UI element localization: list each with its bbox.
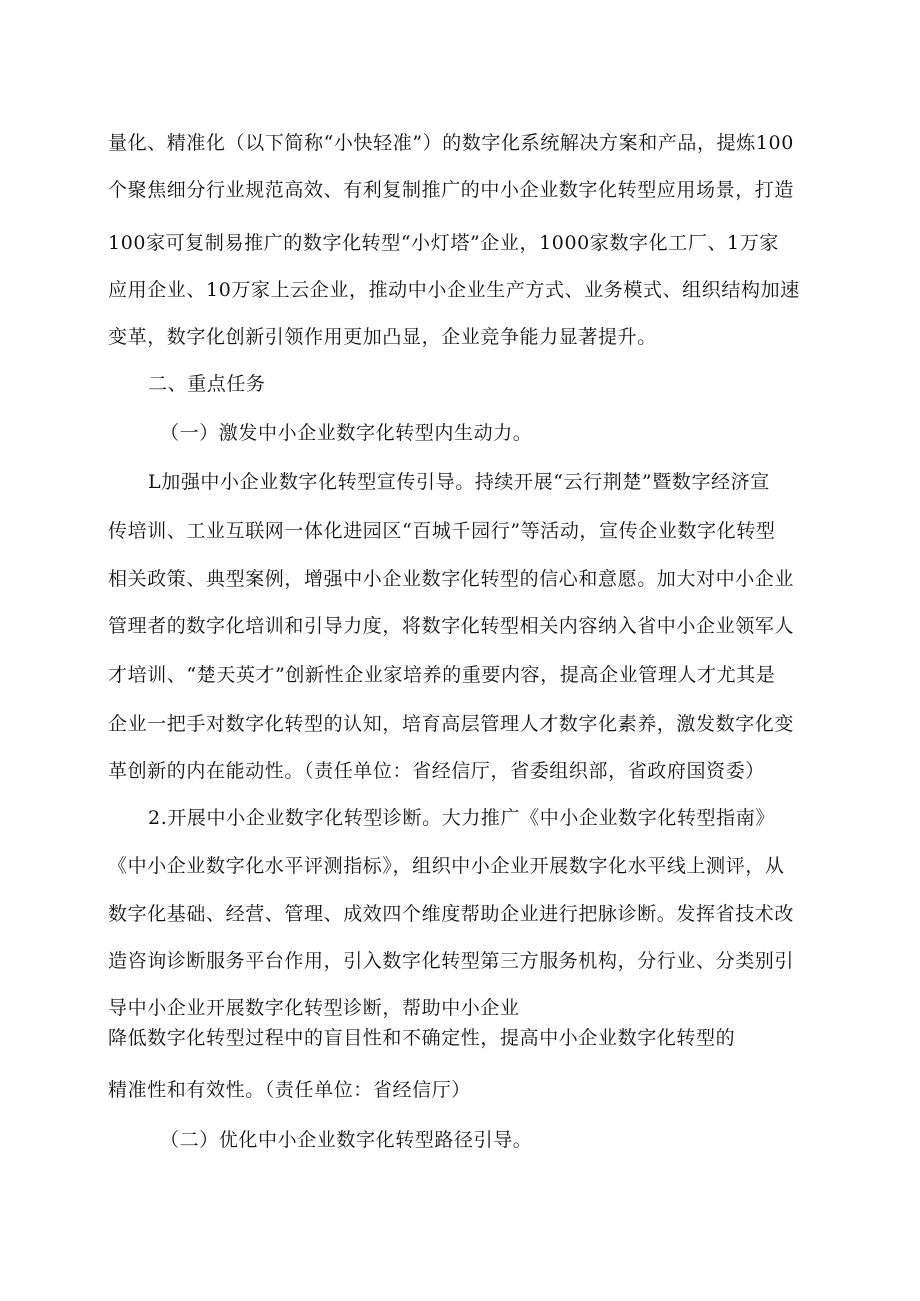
subsection-heading: （一）激发中小企业数字化转型内生动力。 (160, 422, 533, 444)
paragraph-line: 传培训、工业互联网一体化进园区“百城千园行”等活动，宣传企业数字化转型 (108, 520, 776, 542)
paragraph-line: 管理者的数字化培训和引导力度，将数字化转型相关内容纳入省中小企业领军人 (108, 615, 795, 637)
paragraph-line: 造咨询诊断服务平台作用，引入数字化转型第三方服务机构，分行业、分类别引 (108, 950, 795, 972)
paragraph-line: 数字化基础、经营、管理、成效四个维度帮助企业进行把脉诊断。发挥省技术改 (108, 903, 795, 925)
subsection-heading: （二）优化中小企业数字化转型路径引导。 (160, 1129, 533, 1151)
paragraph-line: 变革，数字化创新引领作用更加凸显，企业竞争能力显著提升。 (108, 326, 657, 348)
paragraph-line: 100家可复制易推广的数字化转型“小灯塔”企业，1000家数字化工厂、1万家 (108, 232, 779, 254)
paragraph-line: 量化、精准化（以下简称“小快轻准”）的数字化系统解决方案和产品，提炼100 (108, 132, 794, 154)
paragraph-line: 企业一把手对数字化转型的认知，培育高层管理人才数字化素养，激发数字化变 (108, 713, 795, 735)
paragraph-line: L加强中小企业数字化转型宣传引导。持续开展“云行荆楚”暨数字经济宣 (148, 471, 770, 493)
paragraph-line: 降低数字化转型过程中的盲目性和不确定性，提高中小企业数字化转型的 (108, 1027, 736, 1049)
paragraph-line: 2.开展中小企业数字化转型诊断。大力推广《中小企业数字化转型指南》 (148, 807, 775, 829)
paragraph-line: 《中小企业数字化水平评测指标》，组织中小企业开展数字化水平线上测评，从 (108, 855, 785, 877)
paragraph-line: 个聚焦细分行业规范高效、有利复制推广的中小企业数字化转型应用场景，打造 (108, 179, 795, 201)
section-heading: 二、重点任务 (148, 373, 266, 395)
paragraph-line: 革创新的内在能动性。（责任单位：省经信厅，省委组织部，省政府国资委） (108, 760, 765, 782)
paragraph-line: 导中小企业开展数字化转型诊断，帮助中小企业 (108, 997, 520, 1019)
paragraph-line: 应用企业、10万家上云企业，推动中小企业生产方式、业务模式、组织结构加速 (108, 279, 800, 301)
paragraph-line: 才培训、“楚天英才”创新性企业家培养的重要内容，提高企业管理人才尤其是 (108, 664, 776, 686)
paragraph-line: 相关政策、典型案例，增强中小企业数字化转型的信心和意愿。加大对中小企业 (108, 568, 795, 590)
paragraph-line: 精准性和有效性。（责任单位：省经信厅） (108, 1079, 471, 1101)
